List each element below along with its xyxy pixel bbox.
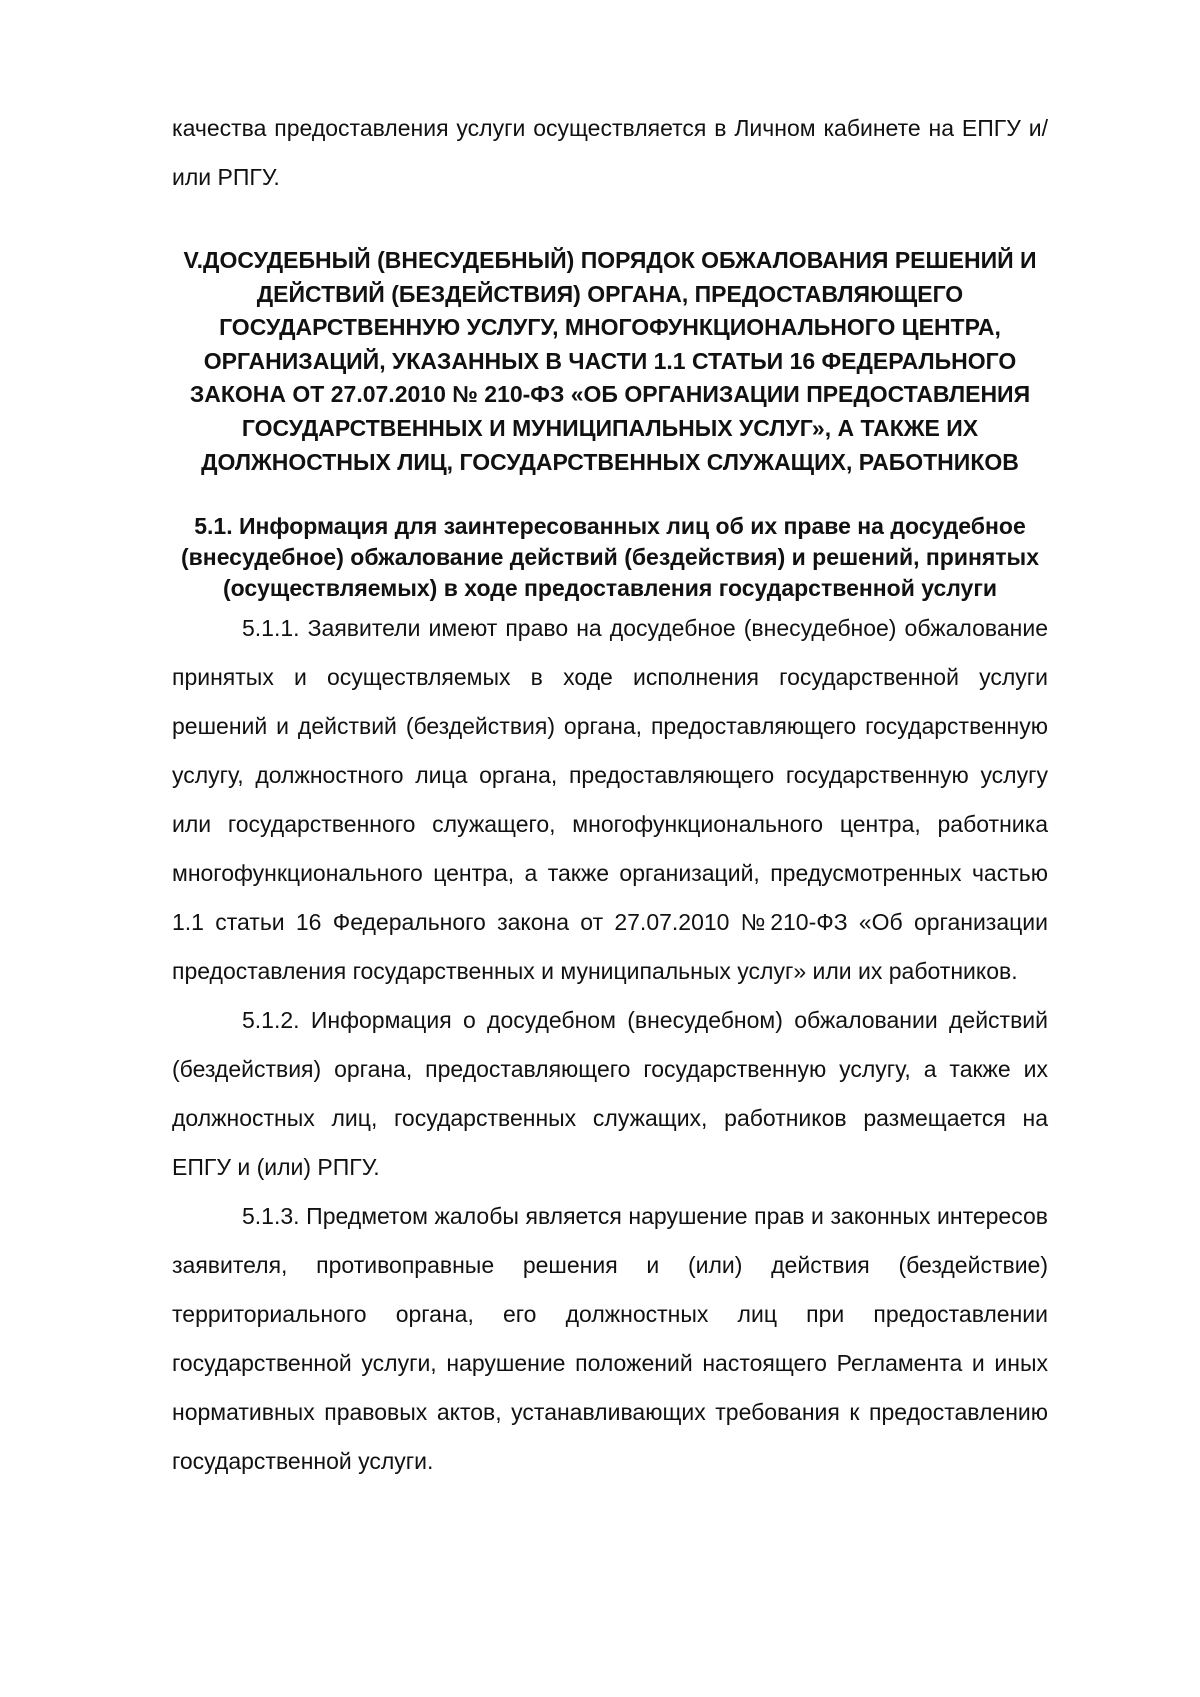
intro-paragraph: качества предоставления услуги осуществляется в Личном кабинете на ЕПГУ и/или РПГУ. (172, 115, 1048, 190)
chapter-heading: V.ДОСУДЕБНЫЙ (ВНЕСУДЕБНЫЙ) ПОРЯДОК ОБЖАЛОВАНИЯ РЕШЕНИЙ И ДЕЙСТВИЙ (БЕЗДЕЙСТВИЯ) ОРГАНА, ПРЕДОСТАВЛЯЮЩЕГО ГОСУДАРСТВЕННУЮ УСЛУГУ, МНОГОФУНКЦИОНАЛЬНОГО ЦЕНТРА, ОРГАНИЗАЦИЙ, УКАЗАННЫХ В ЧАСТИ 1.1 СТАТЬИ 16 ФЕДЕРАЛЬНОГО ЗАКОНА ОТ 27.07.2010 № 210-ФЗ «ОБ ОРГАНИЗАЦИИ ПРЕДОСТАВЛЕНИЯ ГОСУДАРСТВЕННЫХ И МУНИЦИПАЛЬНЫХ УСЛУГ», А ТАКЖЕ ИХ ДОЛЖНОСТНЫХ ЛИЦ, ГОСУДАРСТВЕННЫХ СЛУЖАЩИХ, РАБОТНИКОВ (183, 247, 1037, 475)
paragraph-5-1-2: 5.1.2. Информация о досудебном (внесудебном) обжаловании действий (бездействия) органа, предоставляющего государственную услугу, а также их должностных лиц, государственных служащих, работников размещается на ЕПГУ и (или) РПГУ. (172, 1007, 1048, 1181)
document-page (172, 104, 1048, 1486)
paragraph-5-1-3: 5.1.3. Предметом жалобы является нарушение прав и законных интересов заявителя, противоправные решения и (или) действия (бездействие) территориального органа, его должностных лиц при предоставлении государственной услуги, нарушение положений настоящего Регламента и иных нормативных правовых актов, устанавливающих требования к предоставлению государственной услуги. (172, 1203, 1048, 1475)
paragraph-5-1-1: 5.1.1. Заявители имеют право на досудебное (внесудебное) обжалование принятых и осуществляемых в ходе исполнения государственной услуги решений и действий (бездействия) органа, предоставляющего государственную услугу, должностного лица органа, предоставляющего государственную услугу или государственного служащего, многофункционального центра, работника многофункционального центра, а также организаций, предусмотренных частью 1.1 статьи 16 Федерального закона от 27.07.2010 №210-ФЗ «Об организации предоставления государственных и муниципальных услуг» или их работников. (172, 615, 1048, 985)
section-heading: 5.1. Информация для заинтересованных лиц об их праве на досудебное (внесудебное) обжалование действий (бездействия) и решений, принятых (осуществляемых) в ходе предоставления государственной услуги (181, 513, 1039, 602)
